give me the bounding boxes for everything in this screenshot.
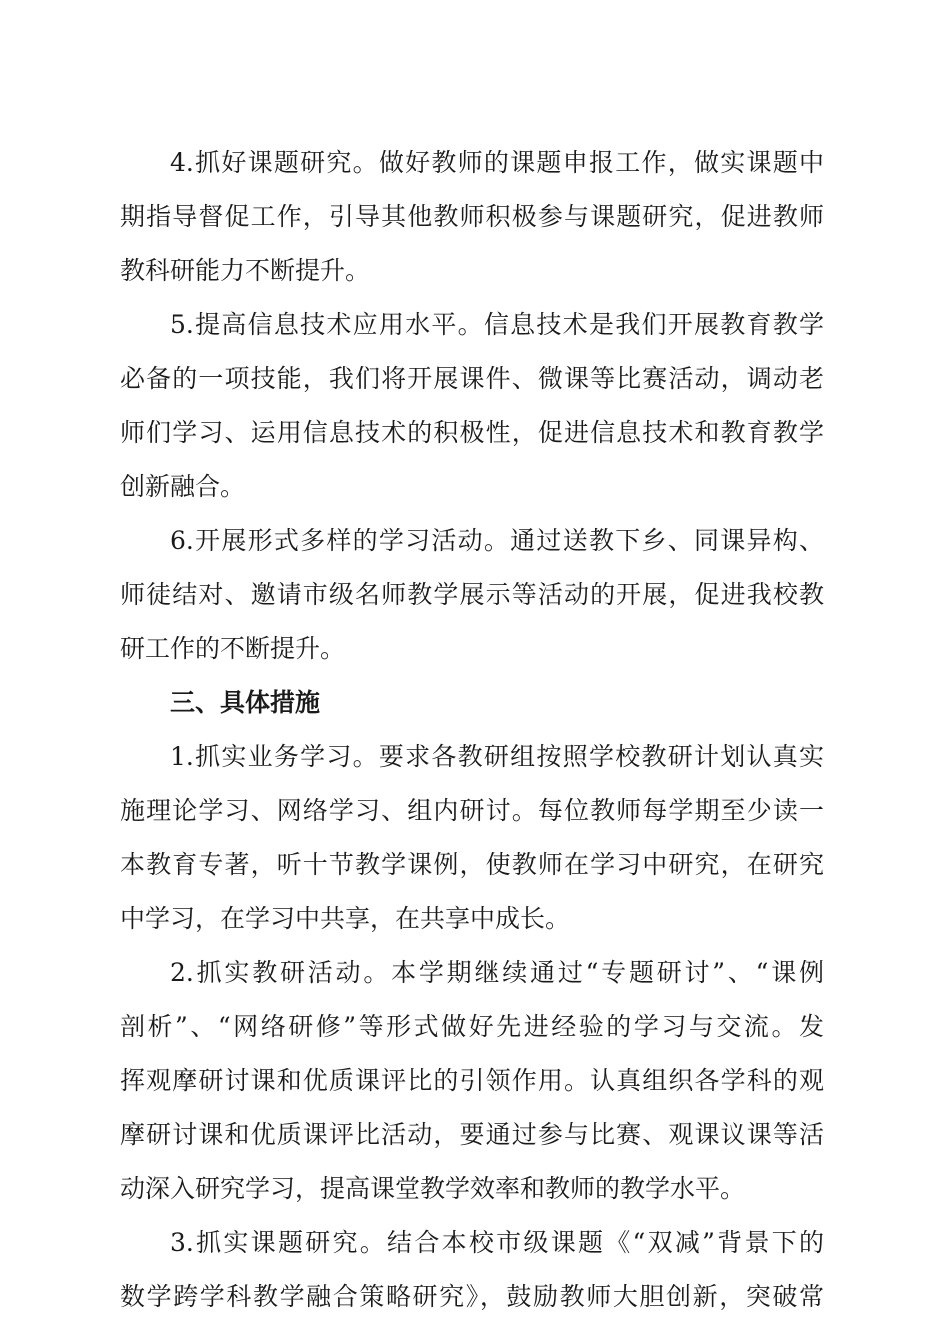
measure-item-1	[120, 730, 824, 946]
section-heading: 三、具体措施	[170, 688, 321, 717]
paragraph-item-5	[120, 298, 824, 514]
paragraph-line: 动深入研究学习，提高课堂教学效率和教师的教学水平。	[120, 1174, 746, 1203]
paragraph-line: 6.开展形式多样的学习活动。通过送教下乡、同课异构、	[170, 526, 824, 555]
paragraph-line: 本教育专著，听十节教学课例，使教师在学习中研究，在研究	[120, 850, 824, 879]
paragraph-line: 1.抓实业务学习。要求各教研组按照学校教研计划认真实	[170, 742, 824, 771]
paragraph-line: 必备的一项技能，我们将开展课件、微课等比赛活动，调动老	[120, 364, 824, 393]
paragraph-line: 挥观摩研讨课和优质课评比的引领作用。认真组织各学科的观	[120, 1066, 824, 1095]
measure-item-3	[120, 1216, 824, 1324]
paragraph-line: 师徒结对、邀请市级名师教学展示等活动的开展，促进我校教	[120, 580, 824, 609]
paragraph-line: 2.抓实教研活动。本学期继续通过“专题研讨”、“课例	[170, 958, 824, 987]
paragraph-line: 摩研讨课和优质课评比活动，要通过参与比赛、观课议课等活	[120, 1120, 824, 1149]
document-page	[120, 136, 824, 1324]
paragraph-line: 中学习，在学习中共享，在共享中成长。	[120, 904, 571, 933]
paragraph-line: 教科研能力不断提升。	[120, 256, 371, 285]
paragraph-line: 数学跨学科教学融合策略研究》，鼓励教师大胆创新，突破常	[120, 1282, 824, 1311]
paragraph-line: 期指导督促工作，引导其他教师积极参与课题研究，促进教师	[120, 202, 824, 231]
paragraph-line: 师们学习、运用信息技术的积极性，促进信息技术和教育教学	[120, 418, 824, 447]
paragraph-item-4	[120, 136, 824, 298]
paragraph-line: 4.抓好课题研究。做好教师的课题申报工作，做实课题中	[170, 148, 824, 177]
paragraph-line: 创新融合。	[120, 472, 246, 501]
paragraph-line: 施理论学习、网络学习、组内研讨。每位教师每学期至少读一	[120, 796, 824, 825]
measure-item-2	[120, 946, 824, 1216]
paragraph-line: 5.提高信息技术应用水平。信息技术是我们开展教育教学	[170, 310, 824, 339]
paragraph-item-6	[120, 514, 824, 676]
paragraph-line: 研工作的不断提升。	[120, 634, 346, 663]
paragraph-line: 剖析”、“网络研修”等形式做好先进经验的学习与交流。发	[120, 1012, 824, 1041]
paragraph-line: 3.抓实课题研究。结合本校市级课题《“双减”背景下的	[170, 1228, 824, 1257]
